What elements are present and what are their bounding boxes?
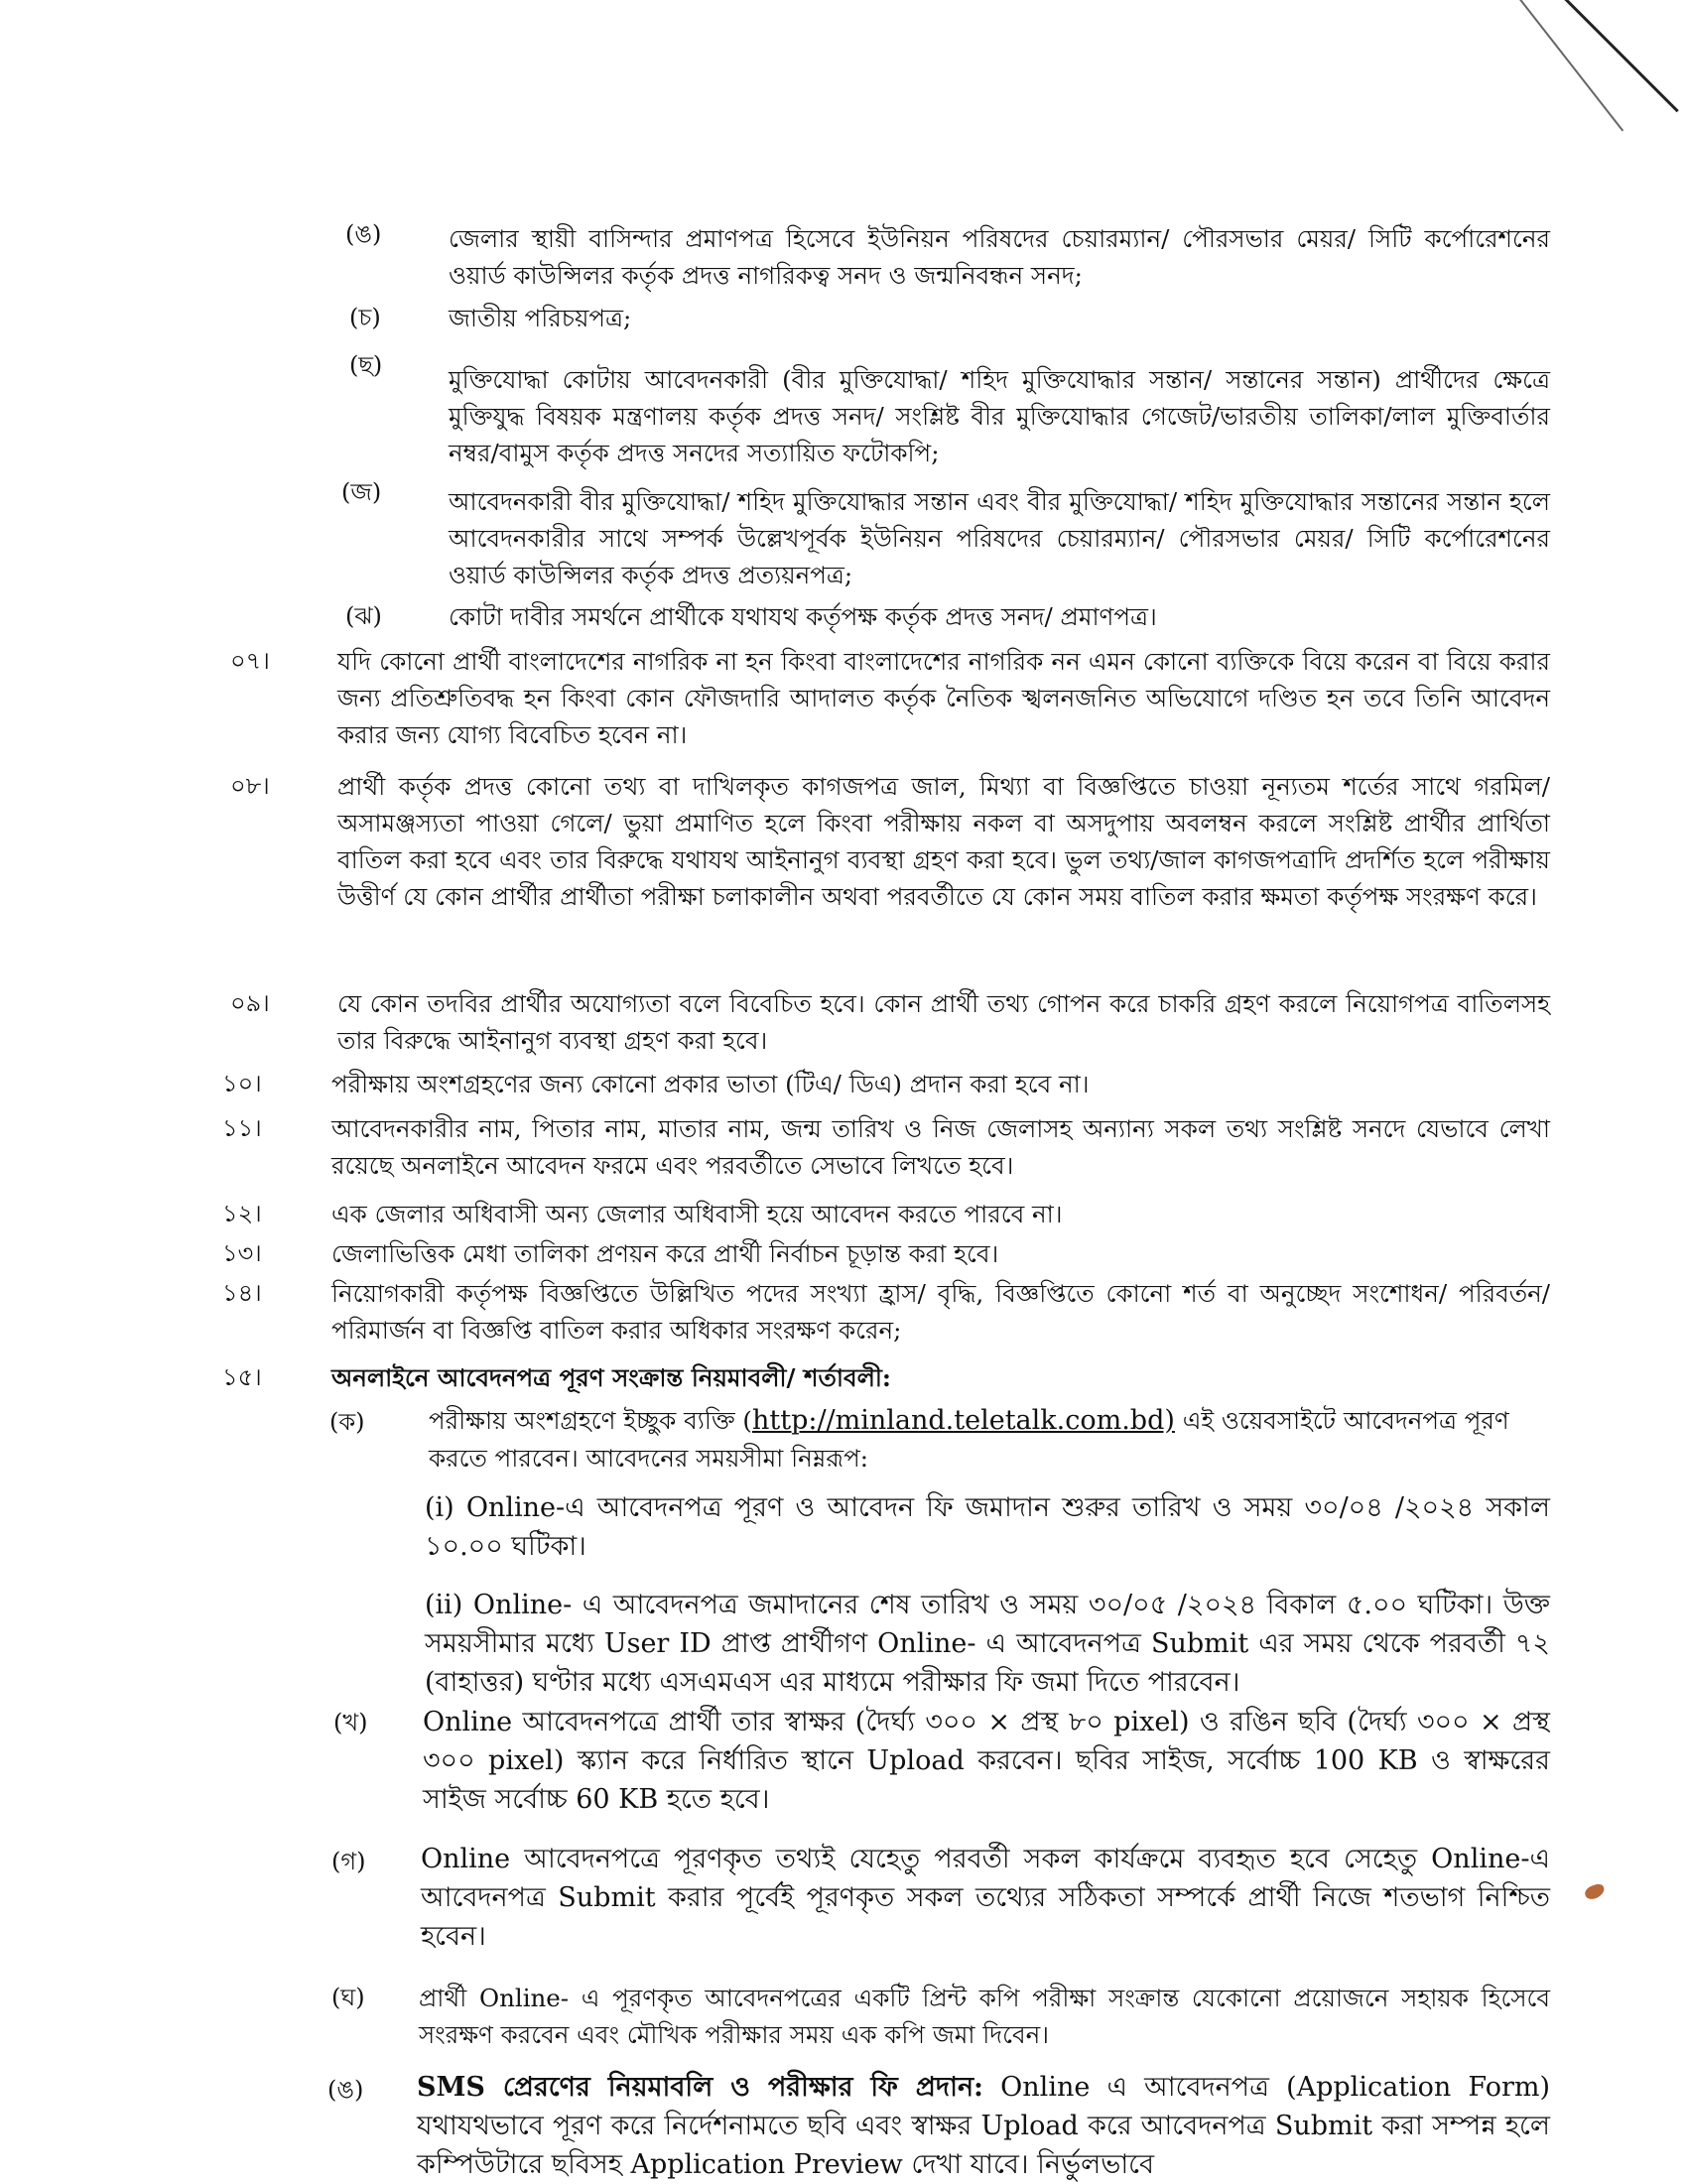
sub-item-text: জাতীয় পরিচয়পত্র; bbox=[449, 304, 632, 332]
item-number: ০৭। bbox=[230, 647, 270, 675]
sub-item-label: (ঝ) bbox=[345, 602, 382, 630]
text-before-url: পরীক্ষায় অংশগ্রহণে ইচ্ছুক ব্যক্তি ( bbox=[429, 1406, 752, 1435]
schedule-end: (ii) Online- এ আবেদনপত্র জমাদানের শেষ তারিখ ও সময় ৩০/০৫ /২০২৪ বিকাল ৫.০০ ঘটিকা। উক্ত সময়সীমার মধ্যে User ID প্রাপ্ত প্রার্থীগণ Online- এ আবেদনপত্র Submit এর সময় থেকে পরবর্তী ৭২ (বাহাত্তর) ঘণ্টার মধ্যে এসএমএস এর মাধ্যমে পরীক্ষার ফি জমা দিতে পারবেন। bbox=[425, 1590, 1550, 1698]
sub-item-label: (ঙ) bbox=[327, 2076, 364, 2104]
sub-item-text: Online আবেদনপত্রে প্রার্থী তার স্বাক্ষর (দৈর্ঘ্য ৩০০ × প্রস্থ ৮০ pixel) ও রঙিন ছবি (দৈর্ঘ্য ৩০০ × প্রস্থ ৩০০ pixel) স্ক্যান করে নির্ধারিত স্থানে Upload করবেন। ছবির সাইজ, সর্বোচ্চ 100 KB ও স্বাক্ষরের সাইজ সর্বোচ্চ 60 KB হতে হবে। bbox=[423, 1707, 1550, 1815]
item-text: নিয়োগকারী কর্তৃপক্ষ বিজ্ঞপ্তিতে উল্লিখিত পদের সংখ্যা হ্রাস/ বৃদ্ধি, বিজ্ঞপ্তিতে কোনো শর্ত বা অনুচ্ছেদ সংশোধন/ পরিবর্তন/ পরিমার্জন বা বিজ্ঞপ্তি বাতিল করার অধিকার সংরক্ষণ করেন; bbox=[331, 1279, 1550, 1345]
website-link[interactable]: http://minland.teletalk.com.bd) bbox=[751, 1405, 1175, 1436]
sms-heading: SMS প্রেরণের নিয়মাবলি ও পরীক্ষার ফি প্রদান: bbox=[417, 2072, 984, 2103]
sub-item-text: জেলার স্থায়ী বাসিন্দার প্রমাণপত্র হিসেবে ইউনিয়ন পরিষদের চেয়ারম্যান/ পৌরসভার মেয়র/ সিটি কর্পোরেশনের ওয়ার্ড কাউন্সিলর কর্তৃক প্রদত্ত নাগরিকত্ব সনদ ও জন্মনিবন্ধন সনদ; bbox=[449, 224, 1550, 290]
section-heading: অনলাইনে আবেদনপত্র পূরণ সংক্রান্ত নিয়মাবলী/ শর্তাবলী: bbox=[331, 1363, 891, 1392]
item-number: ১৫। bbox=[222, 1363, 262, 1391]
item-text: যে কোন তদবির প্রার্থীর অযোগ্যতা বলে বিবেচিত হবে। কোন প্রার্থী তথ্য গোপন করে চাকরি গ্রহণ করলে নিয়োগপত্র বাতিলসহ তার বিরুদ্ধে আইনানুগ ব্যবস্থা গ্রহণ করা হবে। bbox=[337, 989, 1550, 1055]
item-number: ০৯। bbox=[230, 989, 270, 1017]
sub-item-text bbox=[429, 1401, 1550, 1477]
item-number: ১৪। bbox=[222, 1279, 262, 1307]
sub-item-text bbox=[417, 2068, 1550, 2184]
item-text: এক জেলার অধিবাসী অন্য জেলার অধিবাসী হয়ে আবেদন করতে পারবে না। bbox=[331, 1200, 1063, 1228]
sub-item-text: আবেদনকারী বীর মুক্তিযোদ্ধা/ শহিদ মুক্তিযোদ্ধার সন্তান এবং বীর মুক্তিযোদ্ধা/ শহিদ মুক্তিযোদ্ধার সন্তানের সন্তান হলে আবেদনকারীর সাথে সম্পর্ক উল্লেখপূর্বক ইউনিয়ন পরিষদের চেয়ারম্যান/ পৌরসভার মেয়র/ সিটি কর্পোরেশনের ওয়ার্ড কাউন্সিলর কর্তৃক প্রদত্ত প্রত্যয়নপত্র; bbox=[449, 487, 1550, 589]
text-after-url: এই ওয়েবসাইটে আবেদনপত্র পূরণ করতে পারবেন। আবেদনের সময়সীমা নিম্নরূপ: bbox=[429, 1406, 1509, 1473]
sms-text: Online এ আবেদনপত্র (Application Form) যথাযথভাবে পূরণ করে নির্দেশনামতে ছবি এবং স্বাক্ষর Upload করে আবেদনপত্র Submit করা সম্পন্ন হলে কম্পিউটারে ছবিসহ Application Preview দেখা যাবে। নির্ভুলভাবে bbox=[417, 2072, 1550, 2180]
item-number: ১৩। bbox=[222, 1239, 262, 1267]
item-text: পরীক্ষায় অংশগ্রহণের জন্য কোনো প্রকার ভাতা (টিএ/ ডিএ) প্রদান করা হবে না। bbox=[331, 1070, 1090, 1098]
item-text: প্রার্থী কর্তৃক প্রদত্ত কোনো তথ্য বা দাখিলকৃত কাগজপত্র জাল, মিথ্যা বা বিজ্ঞপ্তিতে চাওয়া নূন্যতম শর্তের সাথে গরমিল/অসামঞ্জস্যতা পাওয়া গেলে/ ভুয়া প্রমাণিত হলে কিংবা পরীক্ষায় নকল বা অসদুপায় অবলম্বন করলে সংশ্লিষ্ট প্রার্থীর প্রার্থিতা বাতিল করা হবে এবং তার বিরুদ্ধে যথাযথ আইনানুগ ব্যবস্থা গ্রহণ করা হবে। ভুল তথ্য/জাল কাগজপত্রাদি প্রদর্শিত হলে পরীক্ষায় উত্তীর্ণ যে কোন প্রার্থীর প্রার্থীতা পরীক্ষা চলাকালীন অথবা পরবর্তীতে যে কোন সময় বাতিল করার ক্ষমতা কর্তৃপক্ষ সংরক্ষণ করে। bbox=[337, 772, 1550, 911]
item-number: ১২। bbox=[222, 1200, 262, 1227]
sub-item-label: (খ) bbox=[333, 1709, 368, 1736]
item-text: যদি কোনো প্রার্থী বাংলাদেশের নাগরিক না হন কিংবা বাংলাদেশের নাগরিক নন এমন কোনো ব্যক্তিকে বিয়ে করেন বা বিয়ে করার জন্য প্রতিশ্রুতিবদ্ধ হন কিংবা কোন ফৌজদারি আদালত কর্তৃক নৈতিক স্খলনজনিত অভিযোগে দণ্ডিত হন তবে তিনি আবেদন করার জন্য যোগ্য বিবেচিত হবেন না। bbox=[337, 647, 1550, 749]
item-text: আবেদনকারীর নাম, পিতার নাম, মাতার নাম, জন্ম তারিখ ও নিজ জেলাসহ অন্যান্য সকল তথ্য সংশ্লিষ্ট সনদে যেভাবে লেখা রয়েছে অনলাইনে আবেদন ফরমে এবং পরবর্তীতে সেভাবে লিখতে হবে। bbox=[331, 1114, 1550, 1180]
item-number: ১০। bbox=[222, 1070, 262, 1097]
sub-item-label: (ক) bbox=[329, 1408, 365, 1436]
sub-item-text: মুক্তিযোদ্ধা কোটায় আবেদনকারী (বীর মুক্তিযোদ্ধা/ শহিদ মুক্তিযোদ্ধার সন্তান/ সন্তানের সন্তান) প্রার্থীদের ক্ষেত্রে মুক্তিযুদ্ধ বিষয়ক মন্ত্রণালয় কর্তৃক প্রদত্ত সনদ/ সংশ্লিষ্ট বীর মুক্তিযোদ্ধার গেজেট/ভারতীয় তালিকা/লাল মুক্তিবার্তার নম্বর/বামুস কর্তৃক প্রদত্ত সনদের সত্যায়িত ফটোকপি; bbox=[449, 365, 1550, 467]
schedule-start: (i) Online-এ আবেদনপত্র পূরণ ও আবেদন ফি জমাদান শুরুর তারিখ ও সময় ৩০/০৪ /২০২৪ সকাল ১০.০০ ঘটিকা। bbox=[425, 1492, 1550, 1562]
sub-item-text: কোটা দাবীর সমর্থনে প্রার্থীকে যথাযথ কর্তৃপক্ষ কর্তৃক প্রদত্ত সনদ/ প্রমাণপত্র। bbox=[449, 602, 1157, 631]
item-number: ০৮। bbox=[230, 772, 270, 800]
sub-item-label: (ঙ) bbox=[345, 220, 382, 248]
sub-item-label: (জ) bbox=[341, 478, 382, 506]
sub-item-text: প্রার্থী Online- এ পূরণকৃত আবেদনপত্রের একটি প্রিন্ট কপি পরীক্ষা সংক্রান্ত যেকোনো প্রয়োজনে সহায়ক হিসেবে সংরক্ষণ করবেন এবং মৌখিক পরীক্ষার সময় এক কপি জমা দিবেন। bbox=[419, 1984, 1550, 2049]
item-text: জেলাভিত্তিক মেধা তালিকা প্রণয়ন করে প্রার্থী নির্বাচন চূড়ান্ত করা হবে। bbox=[331, 1239, 999, 1268]
sub-item-label: (ছ) bbox=[349, 351, 383, 379]
ink-smudge bbox=[1583, 1882, 1606, 1901]
item-number: ১১। bbox=[222, 1114, 262, 1142]
sub-item-label: (গ) bbox=[331, 1848, 366, 1875]
sub-item-text: Online আবেদনপত্রে পূরণকৃত তথ্যই যেহেতু পরবর্তী সকল কার্যক্রমে ব্যবহৃত হবে সেহেতু Online-এ আবেদনপত্র Submit করার পূর্বেই পূরণকৃত সকল তথ্যের সঠিকতা সম্পর্কে প্রার্থী নিজে শতভাগ নিশ্চিত হবেন। bbox=[421, 1844, 1550, 1952]
sub-item-label: (ঘ) bbox=[331, 1984, 365, 2011]
sub-item-label: (চ) bbox=[349, 304, 381, 331]
